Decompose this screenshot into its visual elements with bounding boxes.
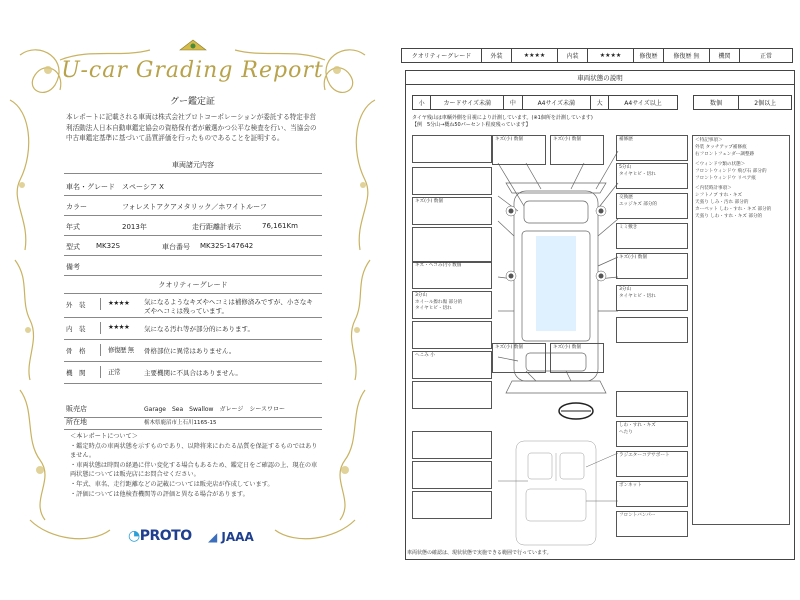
notes-title: ＜本レポートについて＞ <box>70 433 138 440</box>
certificate-title: U-car Grading Report <box>61 58 324 83</box>
color-label: カラー <box>66 203 87 211</box>
dealer-value: Garage Sea Swallow ガレージ シースワロー <box>144 406 286 413</box>
sheet-footer-note: 車両状態の確認は、現状状態で実施できる範囲で行っています。 <box>407 550 552 556</box>
legend-cell: 中 <box>504 96 522 110</box>
tire-tread-note: タイヤ残山は車輌外側を目視により計測しています。(※1個所を計測しています) 【例 5分山→概ね50パーセント程度残っています】 <box>412 115 593 128</box>
grade-header-cell: 正常 <box>740 49 793 63</box>
model-label: 型式 <box>66 243 80 251</box>
grade-header-cell: 修復歴 <box>634 49 664 63</box>
engine-value: 正常 <box>108 368 120 376</box>
grade-header-cell: クオリティーグレード <box>402 49 482 63</box>
damage-box: 3分山 タイヤヒビ・切れ <box>616 285 688 311</box>
damage-box: キズ・ヘコみ(小) 数個 <box>412 261 492 289</box>
grade-header-cell: 外装 <box>482 49 512 63</box>
steering-wheel-icon <box>559 403 593 419</box>
certificate-notes <box>70 432 320 499</box>
damage-box <box>616 317 688 343</box>
damage-box: キズ(小) 数個 <box>550 343 604 373</box>
chassis-value: MK32S-147642 <box>200 242 254 250</box>
damage-box <box>412 227 492 263</box>
window-note: フロントウィンドウ リペア痕 <box>695 176 756 181</box>
jaaa-logo <box>208 530 254 544</box>
quality-section-heading: クオリティーグレード <box>64 280 322 294</box>
mileage-value: 76,161Km <box>262 222 298 230</box>
year-value: 2013年 <box>122 223 147 231</box>
divider <box>100 298 101 310</box>
proto-logo-icon: ◔ <box>128 528 140 544</box>
mileage-label: 走行距離計表示 <box>192 223 241 231</box>
quality-grade-table <box>401 48 793 63</box>
remarks-row <box>64 256 322 276</box>
note-item: ・車両状態は時間の経過に伴い変化する場合もあるため、鑑定日をご確認の上、現在の車両状態については販売店にお問合せください。 <box>70 461 318 479</box>
damage-box: ラジエターコアサポート <box>616 451 688 477</box>
grade-header-cell: 機関 <box>710 49 740 63</box>
model-row <box>64 236 322 256</box>
certificate-intro: 本レポートに記載される車両は株式会社プロトコーポレーションが委託する特定非営利活動法人日本自動車鑑定協会の資格保有者が厳選かつ公平な検査を行い、当協会の中古車鑑定基準に基づいて品質評価を行ったものであることを証明する。 <box>66 113 317 142</box>
damage-box <box>412 431 492 459</box>
jaaa-logo-icon: ◢ <box>208 530 218 544</box>
damage-box <box>412 381 492 409</box>
window-note: フロントウィンドウ 飛び石 部分的 <box>695 169 767 174</box>
damage-box: へこみ 小 <box>412 351 492 379</box>
color-row <box>64 196 322 216</box>
damage-box: 3分山 ホイール擦れ傷 部分的 タイヤヒビ・切れ <box>412 291 492 319</box>
interior-stars: ★★★★ <box>108 323 130 331</box>
engine-label: 機 関 <box>66 369 86 377</box>
special-note: 外装 タッチアップ補修痕 <box>695 145 747 150</box>
legend-cell: カードサイズ未満 <box>431 96 504 110</box>
grade-header-cell: ★★★★ <box>588 49 634 63</box>
vehicle-status-box <box>405 70 795 560</box>
damage-box: 5分山 タイヤヒビ・切れ <box>616 163 688 189</box>
exterior-stars: ★★★★ <box>108 299 130 307</box>
interior-note: 天張り しみ・汚れ 部分的 <box>695 200 749 205</box>
address-value: 栃木県鹿沼市上石川1165-15 <box>144 420 217 426</box>
crest-emblem-icon <box>178 38 208 52</box>
damage-box <box>412 461 492 489</box>
special-notes-title: ＜特記事項＞ <box>695 138 723 143</box>
grade-header-cell: 内装 <box>558 49 588 63</box>
vehicle-name-label: 車名・グレード <box>66 183 115 191</box>
address-row <box>64 414 322 430</box>
legend-cell: 小 <box>413 96 431 110</box>
damage-box: ミミ敷き <box>616 223 688 249</box>
damage-box <box>412 135 492 163</box>
frame-grade-row <box>64 340 322 362</box>
exterior-comment: 気になるようなキズやヘコミは補修済みですが、小さなキズやヘコミは残っています。 <box>144 298 313 315</box>
chassis-label: 車台番号 <box>162 243 190 251</box>
damage-box: キズ(小) 数個 <box>412 197 492 225</box>
damage-box: しわ・すれ・キズ へたり <box>616 421 688 447</box>
legend-cell: A4サイズ以上 <box>609 96 677 110</box>
model-value: MK32S <box>96 242 120 250</box>
legend-cell: 2個以上 <box>739 96 792 110</box>
vehicle-name-value: スペーシア X <box>122 183 164 191</box>
interior-label: 内 装 <box>66 325 86 333</box>
note-item: ・年式、車名、走行距離などの記載については販売店が作成しています。 <box>70 480 274 488</box>
damage-box <box>412 167 492 195</box>
interior-notes-title: ＜内装時計事項＞ <box>695 186 732 191</box>
exterior-grade-row <box>64 294 322 318</box>
interior-note: シフトノブ すれ・キズ <box>695 193 743 198</box>
year-row <box>64 216 322 236</box>
damage-box: フロントバンパー <box>616 511 688 537</box>
damage-box: キズ(小) 数個 <box>550 135 604 165</box>
divider <box>100 344 101 356</box>
inspection-sheet <box>395 0 800 600</box>
damage-box: キズ(小) 数個 <box>492 135 546 165</box>
interior-grade-row <box>64 318 322 340</box>
interior-diagram <box>516 441 596 545</box>
legend-cell: A4サイズ未満 <box>522 96 590 110</box>
interior-note: カーペット しわ・すれ・キズ 部分的 <box>695 207 772 212</box>
proto-logo <box>128 528 192 544</box>
vehicle-status-title: 車両状態の説明 <box>406 71 794 85</box>
window-notes-title: ＜ウィンドウ類の状態＞ <box>695 162 746 167</box>
divider <box>100 322 101 334</box>
vehicle-section-heading: 車両諸元内容 <box>64 160 322 174</box>
proto-logo-text: PROTO <box>139 528 192 544</box>
color-value: フォレストアクアメタリック／ホワイトルーフ <box>122 203 267 211</box>
note-item: ・鑑定時点の車両状態を示すものであり、以降将来にわたる品質を保証するものではありません。 <box>70 442 318 460</box>
grading-certificate <box>0 0 385 600</box>
damage-box: キズ(小) 数個 <box>616 253 688 279</box>
special-notes-panel <box>692 135 790 525</box>
damage-box <box>412 491 492 519</box>
legend-cell: 数個 <box>693 96 739 110</box>
note-item: ・評価については他検査機関等の評価と異なる場合があります。 <box>70 490 249 498</box>
frame-comment: 骨格部位に異常はありません。 <box>144 347 236 355</box>
address-label: 所在地 <box>66 418 87 426</box>
legend-cell: 大 <box>591 96 609 110</box>
damage-box: 補修歴 <box>616 135 688 161</box>
damage-box <box>616 391 688 417</box>
vehicle-name-row <box>64 176 322 196</box>
engine-grade-row <box>64 362 322 384</box>
grade-header-cell: 修復歴 無 <box>664 49 710 63</box>
special-note: 右フロントフェンダー調整跡 <box>695 152 755 157</box>
dealer-label: 販売店 <box>66 405 87 413</box>
damage-box: ボンネット <box>616 481 688 507</box>
exterior-label: 外 装 <box>66 301 86 309</box>
engine-comment: 主要機関に不具合はありません。 <box>144 369 242 377</box>
interior-note: 天張り しわ・すれ・キズ 部分的 <box>695 214 763 219</box>
damage-box <box>412 321 492 349</box>
grade-header-cell: ★★★★ <box>512 49 558 63</box>
frame-value: 修復歴 無 <box>108 346 134 354</box>
year-label: 年式 <box>66 223 80 231</box>
remarks-label: 備考 <box>66 263 80 271</box>
damage-box: キズ(小) 数個 <box>492 343 546 373</box>
divider <box>100 366 101 378</box>
frame-label: 骨 格 <box>66 347 86 355</box>
interior-comment: 気になる汚れ等が部分的にあります。 <box>144 325 254 333</box>
jaaa-logo-text: JAAA <box>221 530 254 544</box>
damage-box: 交換歴 エッジキズ 部分的 <box>616 193 688 219</box>
certificate-subtitle: グー鑑定証 <box>169 97 215 107</box>
